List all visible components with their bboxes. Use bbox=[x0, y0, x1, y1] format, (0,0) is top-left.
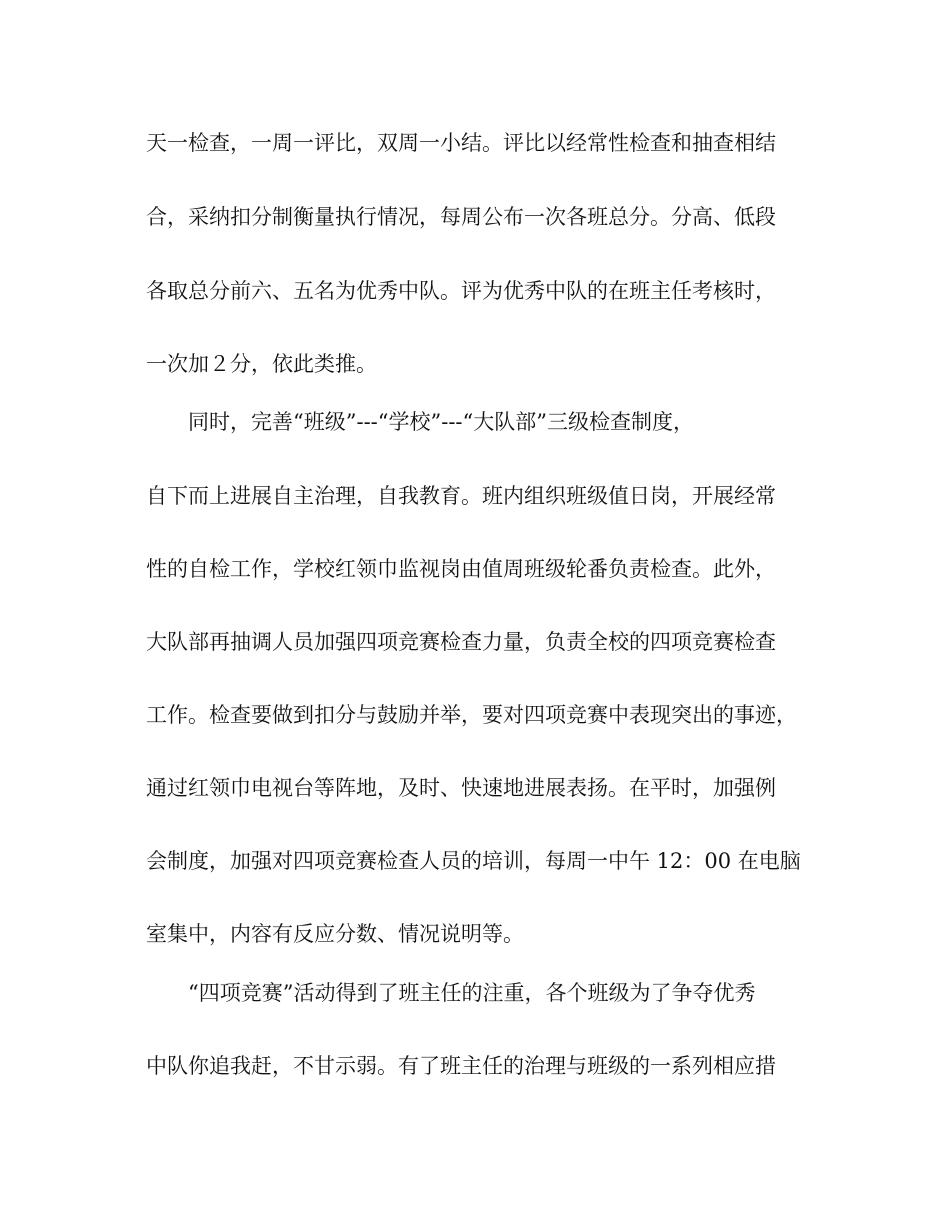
text-line: 天一检查，一周一评比，双周一小结。评比以经常性检查和抽查相结 bbox=[146, 131, 776, 155]
text-line: 工作。检查要做到扣分与鼓励并举，要对四项竞赛中表现突出的事迹， bbox=[146, 703, 797, 727]
text-line: 性的自检工作，学校红领巾监视岗由值周班级轮番负责检查。此外， bbox=[146, 557, 776, 581]
text-line: 通过红领巾电视台等阵地，及时、快速地进展表扬。在平时，加强例 bbox=[146, 776, 776, 800]
text-line: 室集中，内容有反应分数、情况说明等。 bbox=[146, 922, 524, 946]
text-line: 大队部再抽调人员加强四项竞赛检查力量，负责全校的四项竞赛检查 bbox=[146, 630, 776, 654]
text-line: 自下而上进展自主治理，自我教育。班内组织班级值日岗，开展经常 bbox=[146, 484, 776, 508]
paragraph-first-line: “四项竞赛”活动得到了班主任的注重，各个班级为了争夺优秀 bbox=[188, 981, 756, 1005]
text-line: 合，采纳扣分制衡量执行情况，每周公布一次各班总分。分高、低段 bbox=[146, 205, 776, 229]
paragraph-first-line: 同时，完善“班级”---“学校”---“大队部”三级检查制度， bbox=[188, 410, 694, 434]
text-line: 中队你追我赶，不甘示弱。有了班主任的治理与班级的一系列相应措 bbox=[146, 1054, 776, 1078]
text-line: 一次加２分，依此类推。 bbox=[146, 352, 377, 376]
text-line: 各取总分前六、五名为优秀中队。评为优秀中队的在班主任考核时， bbox=[146, 279, 776, 303]
text-line: 会制度，加强对四项竞赛检查人员的培训，每周一中午 12：00 在电脑 bbox=[146, 849, 801, 873]
